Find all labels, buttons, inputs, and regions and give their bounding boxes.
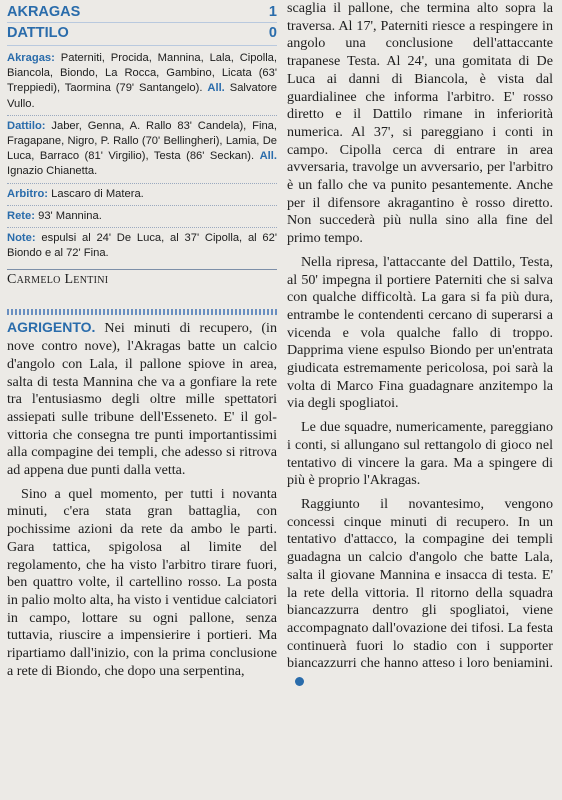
article-paragraph <box>287 496 553 691</box>
lineup-home-players: Paterniti, Procida, Mannina, Lala, Cipolla, Biancola, Biondo, La Rocca, Gambino, Licata (63' Treppiedi), Taormina (79' Santangelo). <box>7 52 278 95</box>
article-paragraph: Nella ripresa, l'attaccante del Dattilo, Testa, al 50' impegna il portiere Paterniti che si salva con qualche difficoltà. La gara si fa più dura, entrambe le contendenti cercano di superarsi a vicenda e vola qualche fallo di troppo. Dapprima viene espulso Biondo per un'entrata giudicata estremamente pericolosa, poi sarà la volta di Marco Fina guadagnare anzitempo la via degli spogliatoi. <box>287 253 553 412</box>
lineup-away-label: Dattilo: <box>7 119 46 132</box>
lineup-home-coach: Salvatore Vullo. <box>7 82 278 110</box>
home-team-goals: 1 <box>268 4 277 20</box>
lineup-away <box>7 119 277 180</box>
fact-referee-label: Arbitro: <box>7 187 49 200</box>
home-team-name: AKRAGAS <box>7 4 81 20</box>
fact-notes <box>7 231 277 261</box>
author-byline: Carmelo Lentini <box>7 269 277 288</box>
article-paragraph-text: Nei minuti di recupero, (in nove contro nove), l'Akragas batte un calcio d'angolo con Lala, il pallone spiove in area, salta di testa Mannina che va a gonfiare la rete tra l'entusiasmo degli oltre mille spettatori assiepati sulle tribune dell'Esseneto. E' il gol-vittoria che consegna tre punti importantissimi alla compagine dei templi, che adesso si ritrova ad appena due punti dalla vetta. <box>7 320 277 479</box>
lineup-home-label: Akragas: <box>7 52 55 64</box>
article-paragraph: Le due squadre, numericamente, pareggiano i conti, si allungano sul rettangolo di gioco nel tentativo di vincere la gara. Ma a spingere di più è proprio l'Akragas. <box>287 419 553 489</box>
lineup-home <box>7 51 277 112</box>
fact-referee-value: Lascaro di Matera. <box>51 187 144 200</box>
lineup-away-players: Jaber, Genna, A. Rallo 83' Candela), Fina, Fragapane, Nigro, P. Rallo (70' Bellingheri), Lamia, De Luca, Barraco (81' Virgilio), Testa (86' Seckan). <box>7 119 277 163</box>
lineup-away-coach: Ignazio Chianetta. <box>7 165 98 178</box>
article-paragraph-text: Raggiunto il novantesimo, vengono concessi cinque minuti di recupero. In un tentativo d'attacco, la compagine dei templi guadagna un calcio d'angolo che batte Lala, salta il giovane Mannina e insacca di testa. E' la rete della vittoria. Il ritorno della squadra biancazzurra dentro gli spogliatoi, viene accompagnato dall'ovazione dei tifosi. La festa continuerà fuori lo stadio con i supporter biancazzurri che hanno atteso i loro beniamini. <box>287 495 553 672</box>
fact-goal-label: Rete: <box>7 209 35 222</box>
divider <box>7 205 277 206</box>
article-paragraph: scaglia il pallone, che termina alto sopra la traversa. Al 17', Paterniti riesce a respingere in angolo una conclusione dell'attaccante trapanese Testa. Al 24', una gomitata di De Luca ai danni di Biancola, è vista dal guardialinee che informa l'arbitro. E' rosso diretto e il Dattilo rimane in inferiorità numerica. Al 37', si pareggiano i conti in campo. Cipolla cerca di entrare in area avversaria, travolge un avversario, per l'arbitro è un fallo che va punito pesantemente. Anche per il difensore akragantino è rosso diretto. Non succederà più nulla sino alla fine del primo tempo. <box>287 0 553 247</box>
right-column <box>287 0 553 691</box>
lineup-home-coach-label: All. <box>207 82 225 95</box>
score-row-home <box>7 2 277 22</box>
article-paragraph <box>7 319 277 479</box>
left-column <box>7 0 277 681</box>
fact-goal <box>7 209 277 224</box>
scoreboard <box>7 2 277 46</box>
fact-goal-value: 93' Mannina. <box>38 209 102 222</box>
fact-notes-label: Note: <box>7 232 36 245</box>
lineup-away-coach-label: All. <box>259 150 277 163</box>
score-row-away <box>7 22 277 43</box>
article-paragraph: Sino a quel momento, per tutti i novanta minuti, c'era stata gran battaglia, con pochissime azioni da rete da ambo le parti. Gara tattica, spigolosa al limite del regolamento, che ha visto l'arbitro tirare fuori, ben quattro volte, il cartellino rosso. La posta in palio molto alta, ha visto i ventidue calciatori in campo, lottare su ogni pallone, senza tuttavia, riuscire a impensierire i portieri. Ma ripartiamo dall'inizio, con la prima conclusione a rete di Biondo, che dopo una serpentina, <box>7 485 277 679</box>
away-team-goals: 0 <box>268 25 277 41</box>
divider <box>7 227 277 228</box>
fact-notes-value: espulsi al 24' De Luca, al 37' Cipolla, al 62' Biondo e al 72' Fina. <box>7 232 278 260</box>
end-dot-icon <box>295 677 304 686</box>
fact-referee <box>7 187 277 202</box>
away-team-name: DATTILO <box>7 25 69 41</box>
dateline: AGRIGENTO. <box>7 319 96 336</box>
divider <box>7 183 277 184</box>
divider <box>7 115 277 116</box>
section-hatch-divider <box>7 309 277 315</box>
